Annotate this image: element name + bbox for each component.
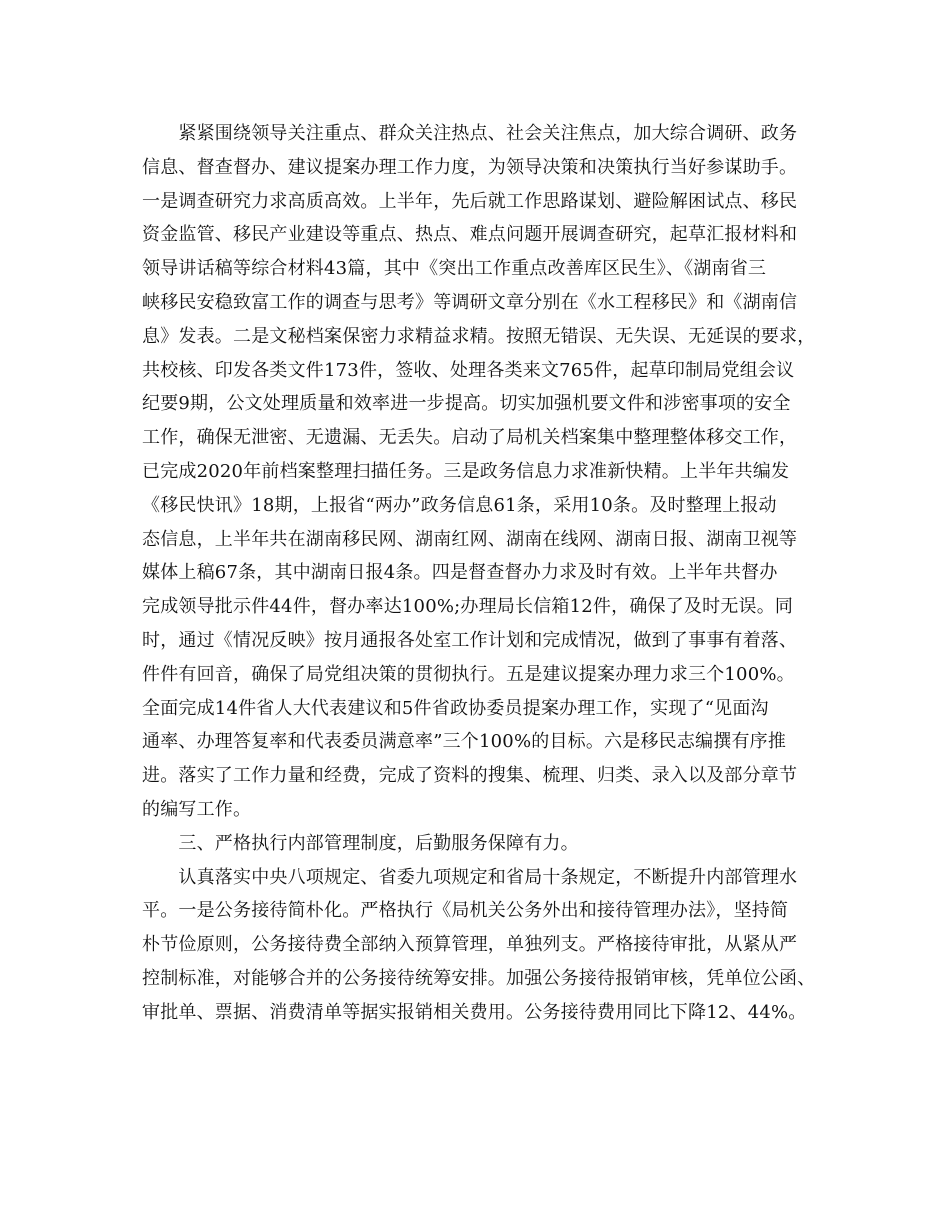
document-body — [142, 117, 817, 1030]
text-line-21: 的编写工作。 — [142, 798, 252, 820]
text-line-3: 一是调查研究力求高质高效。上半年，先后就工作思路谋划、避险解困试点、移民 — [142, 190, 798, 212]
text-line-4: 资金监管、移民产业建设等重点、热点、难点问题开展调查研究，起草汇报材料和 — [142, 224, 798, 246]
text-line-5: 领导讲话稿等综合材料43篇，其中《突出工作重点改善库区民生》、《湖南省三 — [142, 258, 767, 280]
text-line-27: 审批单、票据、消费清单等据实报销相关费用。公务接待费用同比下降12、44%。 — [142, 1001, 807, 1023]
text-line-2: 信息、督查督办、建议提案办理工作力度，为领导决策和决策执行当好参谋助手。 — [142, 156, 798, 178]
text-line-8: 共校核、印发各类文件173件，签收、处理各类来文765件，起草印制局党组会议 — [142, 359, 795, 381]
text-line-19: 通率、办理答复率和代表委员满意率”三个100%的目标。六是移民志编撰有序推 — [142, 731, 787, 753]
text-line-18: 全面完成14件省人大代表建议和5件省政协委员提案办理工作，实现了“见面沟 — [142, 697, 769, 719]
section-heading: 三、严格执行内部管理制度，后勤服务保障有力。 — [142, 832, 579, 854]
text-line-9: 纪要9期，公文处理质量和效率进一步提高。切实加强机要文件和涉密事项的安全 — [142, 393, 791, 415]
text-line-6: 峡移民安稳致富工作的调查与思考》等调研文章分别在《水工程移民》和《湖南信 — [142, 291, 798, 313]
text-line-17: 件件有回音，确保了局党组决策的贯彻执行。五是建议提案办理力求三个100%。 — [142, 663, 795, 685]
text-line-14: 媒体上稿67条，其中湖南日报4条。四是督查督办力求及时有效。上半年共督办 — [142, 562, 778, 584]
text-line-16: 时，通过《情况反映》按月通报各处室工作计划和完成情况，做到了事事有着落、 — [142, 629, 798, 651]
text-line-20: 进。落实了工作力量和经费，完成了资料的搜集、梳理、归类、录入以及部分章节 — [142, 765, 798, 787]
text-line-15: 完成领导批示件44件，督办率达100%;办理局长信箱12件，确保了及时无误。同 — [142, 596, 794, 618]
text-line-25: 朴节俭原则，公务接待费全部纳入预算管理，单独列支。严格接待审批，从紧从严 — [142, 934, 798, 956]
text-line-7: 息》发表。二是文秘档案保密力求精益求精。按照无错误、无失误、无延误的要求， — [142, 325, 816, 347]
text-line-23: 认真落实中央八项规定、省委九项规定和省局十条规定，不断提升内部管理水 — [142, 866, 798, 888]
text-line-12: 《移民快讯》18期，上报省“两办”政务信息61条，采用10条。及时整理上报动 — [142, 494, 777, 516]
text-line-1: 紧紧围绕领导关注重点、群众关注热点、社会关注焦点，加大综合调研、政务 — [142, 123, 798, 144]
text-line-26: 控制标准，对能够合并的公务接待统筹安排。加强公务接待报销审核，凭单位公函、 — [142, 967, 816, 989]
text-line-13: 态信息，上半年共在湖南移民网、湖南红网、湖南在线网、湖南日报、湖南卫视等 — [142, 528, 798, 550]
text-line-24: 平。一是公务接待简朴化。严格执行《局机关公务外出和接待管理办法》，坚持简 — [142, 900, 789, 922]
text-line-10: 工作，确保无泄密、无遗漏、无丢失。启动了局机关档案集中整理整体移交工作， — [142, 427, 798, 449]
text-line-11: 已完成2020年前档案整理扫描任务。三是政务信息力求准新快精。上半年共编发 — [142, 460, 790, 482]
